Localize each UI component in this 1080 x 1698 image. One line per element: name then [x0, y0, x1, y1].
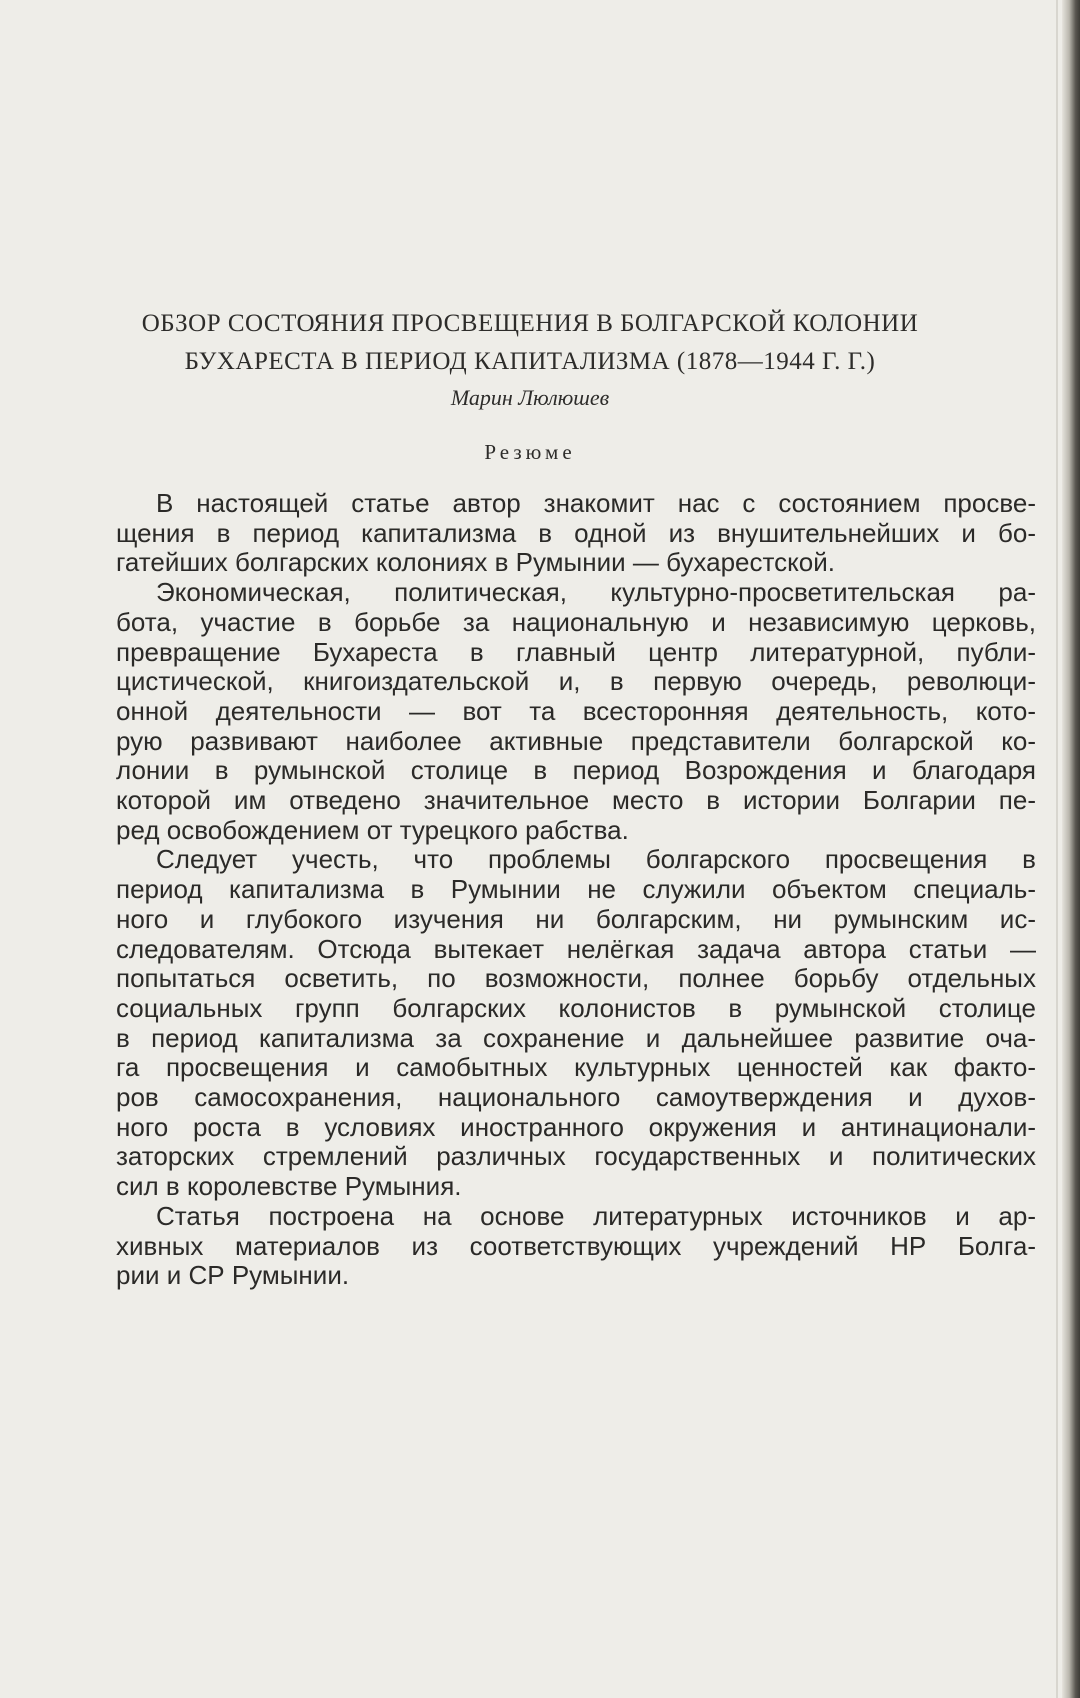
- text-line: период капитализма в Румынии не служили объектом специаль-: [116, 874, 1036, 905]
- text-line: га просвещения и самобытных культурных ценностей как факто-: [116, 1052, 1036, 1083]
- text-line: которой им отведено значительное место в истории Болгарии пе-: [116, 785, 1036, 816]
- text-line: лонии в румынской столице в период Возрождения и благодаря: [116, 755, 1036, 786]
- text-line: Следует учесть, что проблемы болгарского просвещения в: [156, 844, 1036, 875]
- author-name: Марин Люлюшев: [450, 385, 610, 410]
- text-line: в период капитализма за сохранение и дальнейшее развитие оча-: [116, 1022, 1036, 1053]
- paragraph: [116, 845, 1036, 1201]
- text-line: превращение Бухареста в главный центр литературной, публи-: [116, 636, 1036, 667]
- text-line: гатейших болгарских колониях в Румынии — бухарестской.: [116, 547, 835, 578]
- text-line: заторских стремлений различных государственных и политических: [116, 1141, 1036, 1172]
- text-line: бота, участие в борьбе за национальную и независимую церковь,: [116, 606, 1036, 637]
- text-line: ного и глубокого изучения ни болгарским, ни румынским ис-: [116, 903, 1036, 934]
- text-line: рую развивают наиболее активные представители болгарской ко-: [116, 725, 1036, 756]
- title-line: БУХАРЕСТА В ПЕРИОД КАПИТАЛИЗМА (1878—1944 Г. Г.): [184, 348, 876, 375]
- text-line: хивных материалов из соответствующих учреждений НР Болга-: [116, 1230, 1036, 1261]
- article-title: [100, 305, 960, 381]
- text-line: Статья построена на основе литературных источников и ар-: [156, 1200, 1036, 1231]
- text-line: В настоящей статье автор знакомит нас с состоянием просве-: [156, 488, 1036, 518]
- text-line: цистической, книгоиздательской и, в первую очередь, революци-: [116, 666, 1036, 697]
- text-line: ного роста в условиях иностранного окружения и антинационали-: [116, 1111, 1036, 1142]
- text-line: следователям. Отсюда вытекает нелёгкая задача автора статьи —: [116, 933, 1036, 964]
- summary-body: [116, 489, 1036, 1291]
- text-line: ред освобождением от турецкого рабства.: [116, 814, 629, 845]
- text-line: попытаться осветить, по возможности, полнее борьбу отдельных: [116, 963, 1036, 994]
- paragraph: [116, 489, 1036, 578]
- text-line: сил в королевстве Румыния.: [116, 1171, 462, 1202]
- text-line: Экономическая, политическая, культурно-просветительская ра-: [156, 577, 1036, 608]
- text-line: онной деятельности — вот та всесторонняя деятельность, кото-: [116, 695, 1036, 726]
- paragraph: [116, 1202, 1036, 1291]
- page-edge-line: [1056, 0, 1058, 1698]
- text-line: щения в период капитализма в одной из внушительнейших и бо-: [116, 517, 1036, 548]
- text-line: социальных групп болгарских колонистов в румынской столице: [116, 992, 1036, 1023]
- text-line: рии и СР Румынии.: [116, 1260, 350, 1291]
- page-binding-edge: [1062, 0, 1080, 1698]
- text-line: ров самосохранения, национального самоутверждения и духов-: [116, 1082, 1036, 1113]
- paragraph: [116, 578, 1036, 845]
- title-line: ОБЗОР СОСТОЯНИЯ ПРОСВЕЩЕНИЯ В БОЛГАРСКОЙ КОЛОНИИ: [141, 310, 919, 337]
- section-heading-summary: Резюме: [484, 440, 576, 464]
